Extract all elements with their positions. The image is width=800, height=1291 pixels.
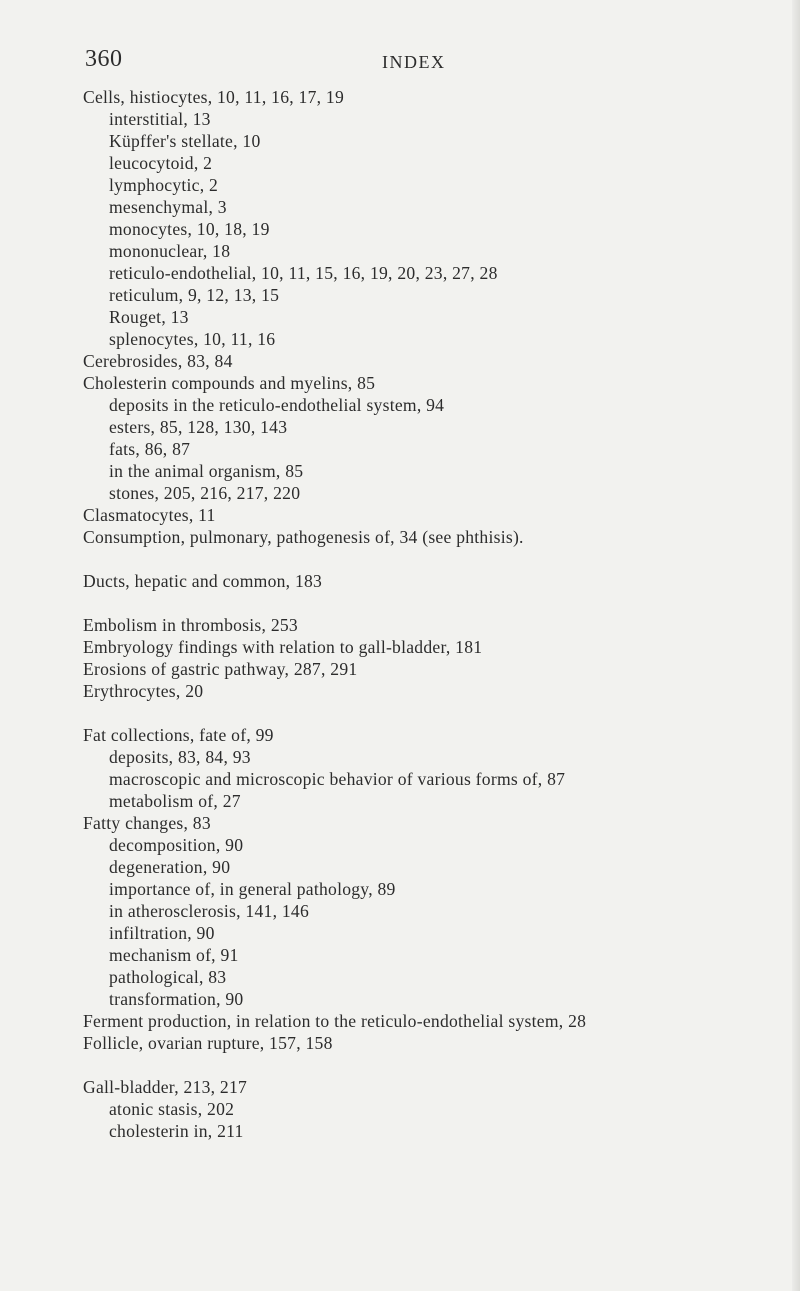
index-subentry: degeneration, 90 [109, 857, 231, 877]
index-subentry: splenocytes, 10, 11, 16 [109, 329, 276, 349]
index-entry: Fat collections, fate of, 99 [83, 725, 274, 745]
index-subentry: pathological, 83 [109, 967, 227, 987]
index-subentry: Küpffer's stellate, 10 [109, 131, 261, 151]
index-entry: Cholesterin compounds and myelins, 85 [83, 373, 376, 393]
index-subentry: mesenchymal, 3 [109, 197, 227, 217]
index-subentry: fats, 86, 87 [109, 439, 191, 459]
page-header [85, 46, 705, 76]
index-subentry: interstitial, 13 [109, 109, 211, 129]
index-list [83, 86, 783, 1142]
index-subentry: mechanism of, 91 [109, 945, 239, 965]
index-subentry: metabolism of, 27 [109, 791, 241, 811]
index-subentry: mononuclear, 18 [109, 241, 231, 261]
index-entry: Fatty changes, 83 [83, 813, 211, 833]
index-subentry: deposits in the reticulo-endothelial system, 94 [109, 395, 445, 415]
index-subentry: cholesterin in, 211 [109, 1121, 244, 1141]
index-entry: Ducts, hepatic and common, 183 [83, 571, 323, 591]
page-number: 360 [85, 46, 123, 72]
index-entry: Erosions of gastric pathway, 287, 291 [83, 659, 358, 679]
index-entry: Cells, histiocytes, 10, 11, 16, 17, 19 [83, 87, 345, 107]
index-entry: Gall-bladder, 213, 217 [83, 1077, 248, 1097]
index-subentry: reticulo-endothelial, 10, 11, 15, 16, 19, 20, 23, 27, 28 [109, 263, 498, 283]
index-entry: Erythrocytes, 20 [83, 681, 204, 701]
page-edge-shadow [792, 0, 800, 1291]
index-subentry: decomposition, 90 [109, 835, 244, 855]
index-subentry: transformation, 90 [109, 989, 244, 1009]
index-entry: Embolism in thrombosis, 253 [83, 615, 298, 635]
index-entry: Ferment production, in relation to the reticulo-endothelial system, 28 [83, 1011, 587, 1031]
index-subentry: Rouget, 13 [109, 307, 189, 327]
index-subentry: esters, 85, 128, 130, 143 [109, 417, 288, 437]
index-subentry: infiltration, 90 [109, 923, 215, 943]
index-subentry: in atherosclerosis, 141, 146 [109, 901, 310, 921]
index-entry: Consumption, pulmonary, pathogenesis of, 34 (see phthisis). [83, 527, 524, 547]
index-entry: Embryology findings with relation to gall-bladder, 181 [83, 637, 483, 657]
index-subentry: macroscopic and microscopic behavior of various forms of, 87 [109, 769, 566, 789]
index-subentry: leucocytoid, 2 [109, 153, 213, 173]
index-subentry: in the animal organism, 85 [109, 461, 304, 481]
index-subentry: stones, 205, 216, 217, 220 [109, 483, 301, 503]
index-subentry: lymphocytic, 2 [109, 175, 219, 195]
index-subentry: atonic stasis, 202 [109, 1099, 235, 1119]
running-head: INDEX [382, 52, 446, 72]
index-entry: Cerebrosides, 83, 84 [83, 351, 233, 371]
index-subentry: importance of, in general pathology, 89 [109, 879, 396, 899]
index-entry: Follicle, ovarian rupture, 157, 158 [83, 1033, 333, 1053]
index-subentry: deposits, 83, 84, 93 [109, 747, 251, 767]
index-entry: Clasmatocytes, 11 [83, 505, 216, 525]
index-subentry: monocytes, 10, 18, 19 [109, 219, 270, 239]
index-subentry: reticulum, 9, 12, 13, 15 [109, 285, 280, 305]
